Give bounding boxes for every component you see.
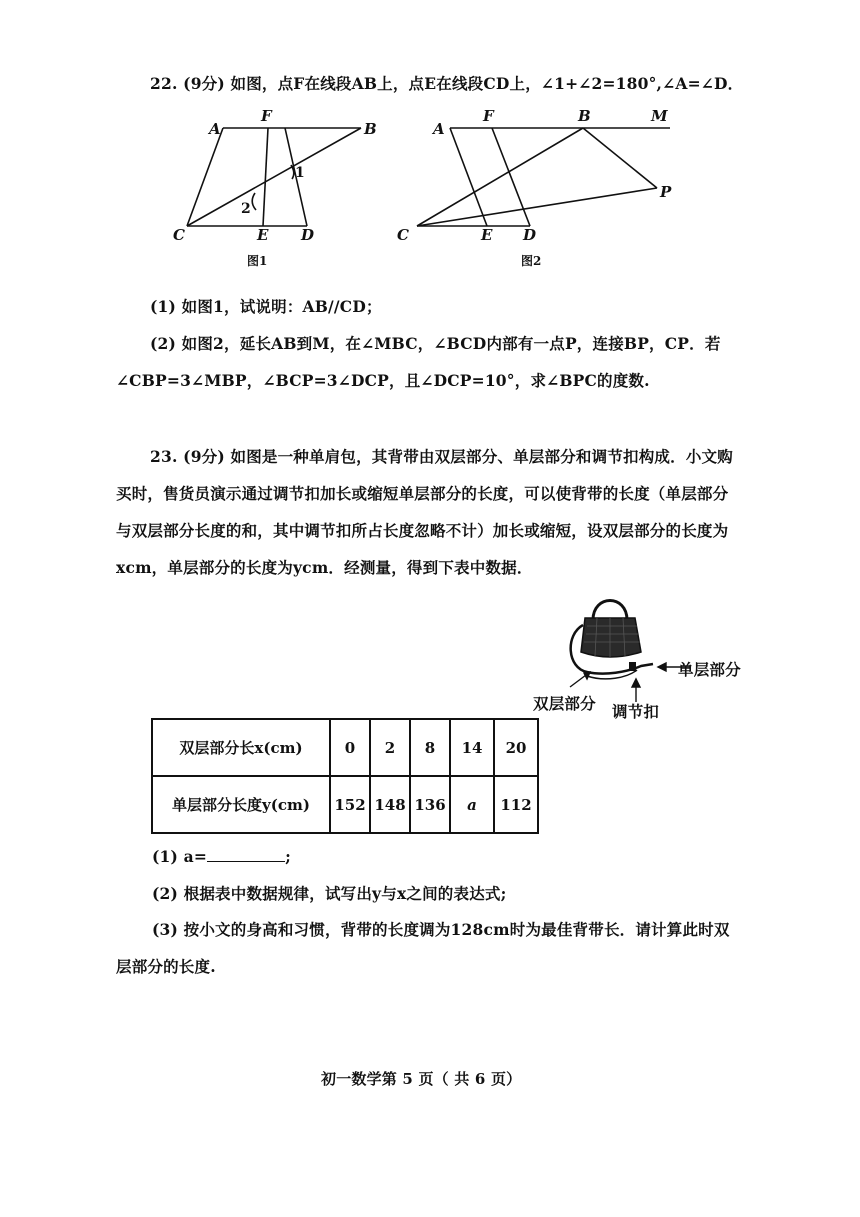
label-C: C	[173, 226, 185, 244]
table-cell: 136	[410, 776, 450, 833]
q23-part1-end: ;	[285, 847, 292, 866]
q23-part1	[152, 847, 291, 866]
q23-part1-label: (1) a=	[152, 847, 208, 866]
line-ac	[187, 128, 223, 226]
label-double-layer: 双层部分	[533, 694, 596, 713]
label-angle-1: 1	[295, 165, 305, 181]
label-F: F	[261, 107, 272, 125]
label-B: B	[364, 120, 377, 138]
page-footer: 初一数学第 5 页（ 共 6 页）	[321, 1070, 522, 1088]
q23-line1: 23. (9分) 如图是一种单肩包，其背带由双层部分、单层部分和调节扣构成．小文购	[150, 447, 733, 466]
label-angle-2: 2	[241, 201, 251, 217]
line-ae	[450, 128, 487, 226]
line-fe	[263, 128, 268, 226]
label-D: D	[301, 226, 315, 244]
table-cell: 20	[494, 719, 538, 776]
table-cell: 0	[330, 719, 370, 776]
line-cb	[187, 128, 361, 226]
q23-line3: 与双层部分长度的和，其中调节扣所占长度忽略不计）加长或缩短，设双层部分的长度为	[116, 521, 729, 540]
table-cell: 152	[330, 776, 370, 833]
figure-2	[397, 105, 685, 245]
label-E: E	[257, 226, 269, 244]
angle-2-arc	[252, 193, 256, 210]
answer-blank[interactable]	[207, 847, 285, 862]
table-cell: 8	[410, 719, 450, 776]
figure-2-caption: 图2	[521, 254, 542, 268]
label-buckle: 调节扣	[612, 702, 660, 721]
figure-1	[165, 105, 385, 245]
label-M: M	[651, 107, 668, 125]
table-row-header: 单层部分长度y(cm)	[152, 776, 330, 833]
q22-part1: (1) 如图1，试说明：AB//CD；	[150, 297, 382, 316]
label-F: F	[483, 107, 494, 125]
q23-line4: xcm，单层部分的长度为ycm．经测量，得到下表中数据．	[116, 558, 533, 577]
label-A: A	[209, 120, 221, 138]
label-D: D	[523, 226, 537, 244]
table-cell: 148	[370, 776, 410, 833]
table-cell: 14	[450, 719, 494, 776]
table-row	[152, 719, 538, 776]
data-table	[151, 718, 539, 834]
label-P: P	[660, 183, 672, 201]
label-C: C	[397, 226, 409, 244]
label-B: B	[578, 107, 591, 125]
figure-1-caption: 图1	[247, 254, 268, 268]
line-bp	[583, 128, 657, 188]
q22-stem: 22. (9分) 如图，点F在线段AB上，点E在线段CD上，∠1+∠2=180°,∠A=∠D．	[150, 74, 744, 93]
label-A: A	[433, 120, 445, 138]
label-single-layer: 单层部分	[678, 660, 741, 679]
q22-part2-line2: ∠CBP=3∠MBP，∠BCP=3∠DCP，且∠DCP=10°，求∠BPC的度数.	[116, 371, 650, 390]
q23-part3-line2: 层部分的长度.	[116, 957, 216, 976]
table-cell: 112	[494, 776, 538, 833]
table-cell: 2	[370, 719, 410, 776]
line-cp	[417, 188, 657, 226]
line-cb	[417, 128, 583, 226]
table-row	[152, 776, 538, 833]
label-E: E	[481, 226, 493, 244]
q23-part2: (2) 根据表中数据规律，试写出y与x之间的表达式;	[152, 884, 507, 903]
q23-part3-line1: (3) 按小文的身高和习惯，背带的长度调为128cm时为最佳背带长．请计算此时双	[152, 920, 730, 939]
q22-part2-line1: (2) 如图2，延长AB到M，在∠MBC，∠BCD内部有一点P，连接BP，CP．若	[150, 334, 721, 353]
q23-line2: 买时，售货员演示通过调节扣加长或缩短单层部分的长度，可以使背带的长度（单层部分	[116, 484, 729, 503]
table-cell: a	[450, 776, 494, 833]
table-row-header: 双层部分长x(cm)	[152, 719, 330, 776]
